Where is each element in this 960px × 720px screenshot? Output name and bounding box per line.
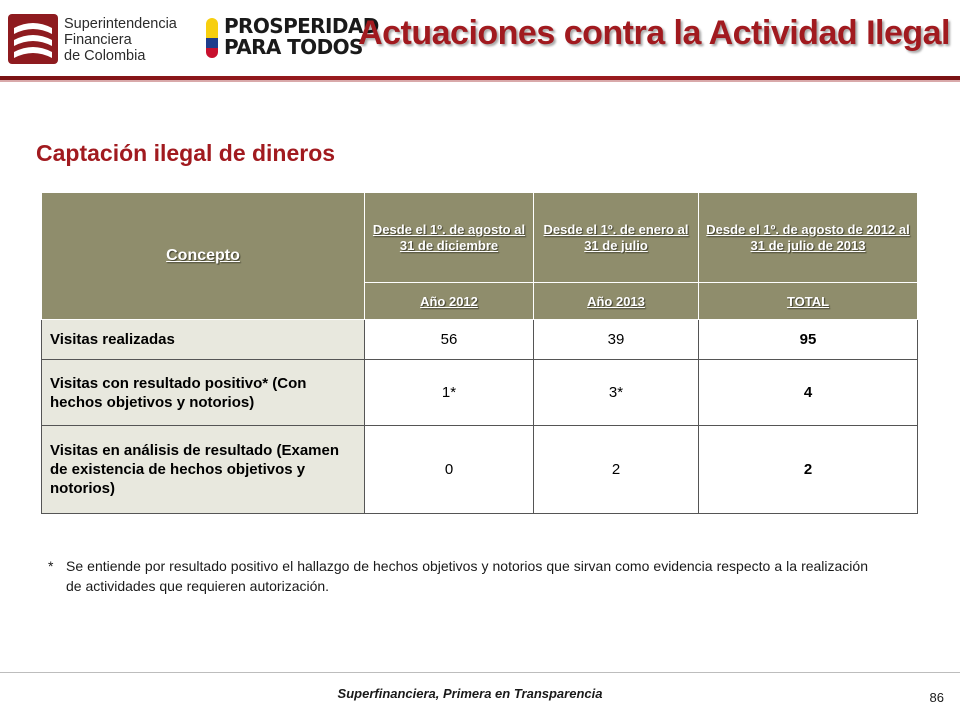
logo-line-1: Superintendencia xyxy=(64,16,177,32)
column-header-period-2013: Desde el 1º. de enero al 31 de julio xyxy=(534,193,699,283)
footnote-marker: * xyxy=(48,558,54,574)
row-concept: Visitas realizadas xyxy=(42,320,365,360)
logo-line-3: de Colombia xyxy=(64,48,146,64)
colombia-flag-icon xyxy=(206,18,218,58)
prosperidad-line-2: PARA TODOS xyxy=(224,35,363,59)
row-value-2012: 56 xyxy=(365,320,534,360)
section-title: Captación ilegal de dineros xyxy=(36,140,336,166)
prosperidad-line-1: PROSPERIDAD xyxy=(224,14,379,38)
row-value-total: 2 xyxy=(699,426,918,514)
prosperidad-logo-text xyxy=(224,16,379,58)
header-divider-shadow xyxy=(0,80,960,82)
row-value-total: 95 xyxy=(699,320,918,360)
footnote-text: Se entiende por resultado positivo el hallazgo de hechos objetivos y notorios que sirvan como evidencia respecto a la realización de actividades que requieren autorización. xyxy=(66,558,868,594)
column-header-year-2012: Año 2012 xyxy=(365,283,534,320)
logo-line-2: Financiera xyxy=(64,32,132,48)
row-concept: Visitas con resultado positivo* (Con hechos objetivos y notorios) xyxy=(42,360,365,426)
row-concept: Visitas en análisis de resultado (Examen de existencia de hechos objetivos y notorios) xyxy=(42,426,365,514)
prosperidad-para-todos-logo xyxy=(206,14,379,62)
column-header-concepto: Concepto xyxy=(42,193,365,320)
table-row xyxy=(42,320,918,360)
table-row xyxy=(42,426,918,514)
captacion-table xyxy=(41,192,918,514)
footer-divider xyxy=(0,672,960,673)
column-header-period-total: Desde el 1º. de agosto de 2012 al 31 de julio de 2013 xyxy=(699,193,918,283)
column-header-year-2013: Año 2013 xyxy=(534,283,699,320)
row-value-2013: 3* xyxy=(534,360,699,426)
row-value-total: 4 xyxy=(699,360,918,426)
table-header-row xyxy=(42,193,918,283)
footnote xyxy=(48,556,868,596)
row-value-2013: 2 xyxy=(534,426,699,514)
superfinanciera-logo xyxy=(8,12,198,68)
page-number: 86 xyxy=(929,690,944,705)
superfinanciera-logo-text xyxy=(64,16,177,64)
slide-title: Actuaciones contra la Actividad Ilegal xyxy=(358,14,950,52)
table-row xyxy=(42,360,918,426)
row-value-2013: 39 xyxy=(534,320,699,360)
column-header-total: TOTAL xyxy=(699,283,918,320)
superfinanciera-emblem-icon xyxy=(8,14,58,64)
row-value-2012: 0 xyxy=(365,426,534,514)
slide-header xyxy=(0,0,960,90)
footer-slogan: Superfinanciera, Primera en Transparencia xyxy=(337,686,603,701)
row-value-2012: 1* xyxy=(365,360,534,426)
column-header-period-2012: Desde el 1º. de agosto al 31 de diciembre xyxy=(365,193,534,283)
